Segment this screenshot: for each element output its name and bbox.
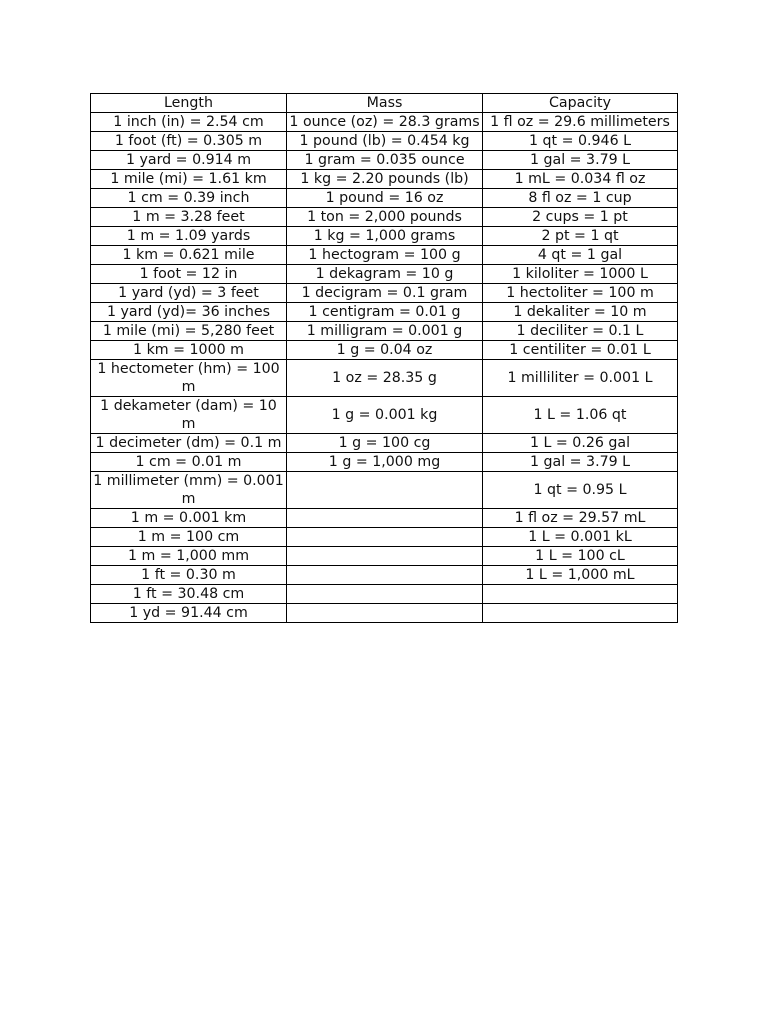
table-row bbox=[91, 528, 678, 547]
table-cell-capacity: 1 centiliter = 0.01 L bbox=[483, 341, 678, 360]
table-row bbox=[91, 585, 678, 604]
header-length: Length bbox=[91, 94, 287, 113]
table-cell-mass: 1 pound = 16 oz bbox=[287, 189, 483, 208]
table-cell-length: 1 m = 1.09 yards bbox=[91, 227, 287, 246]
table-row bbox=[91, 170, 678, 189]
table-cell-length: 1 foot (ft) = 0.305 m bbox=[91, 132, 287, 151]
header-mass: Mass bbox=[287, 94, 483, 113]
table-cell-mass: 1 kg = 1,000 grams bbox=[287, 227, 483, 246]
table-row bbox=[91, 547, 678, 566]
table-cell-capacity: 1 kiloliter = 1000 L bbox=[483, 265, 678, 284]
table-cell-mass: 1 dekagram = 10 g bbox=[287, 265, 483, 284]
table-cell-length: 1 km = 1000 m bbox=[91, 341, 287, 360]
table-cell-mass: 1 pound (lb) = 0.454 kg bbox=[287, 132, 483, 151]
table-cell-length: 1 km = 0.621 mile bbox=[91, 246, 287, 265]
table-cell-capacity: 2 cups = 1 pt bbox=[483, 208, 678, 227]
table-cell-capacity: 4 qt = 1 gal bbox=[483, 246, 678, 265]
table-row bbox=[91, 246, 678, 265]
table-cell-mass: 1 ton = 2,000 pounds bbox=[287, 208, 483, 227]
table-cell-capacity: 1 L = 1.06 qt bbox=[483, 397, 678, 434]
table-cell-length: 1 m = 0.001 km bbox=[91, 509, 287, 528]
table-cell-capacity: 1 qt = 0.946 L bbox=[483, 132, 678, 151]
table-row bbox=[91, 284, 678, 303]
table-cell-mass: 1 g = 1,000 mg bbox=[287, 453, 483, 472]
table-row bbox=[91, 360, 678, 397]
table-cell-length: 1 m = 100 cm bbox=[91, 528, 287, 547]
table-cell-capacity: 1 L = 0.001 kL bbox=[483, 528, 678, 547]
table-cell-length: 1 ft = 0.30 m bbox=[91, 566, 287, 585]
table-cell-mass bbox=[287, 509, 483, 528]
table-row bbox=[91, 322, 678, 341]
table-cell-capacity: 1 gal = 3.79 L bbox=[483, 453, 678, 472]
table-cell-mass: 1 oz = 28.35 g bbox=[287, 360, 483, 397]
table-cell-capacity: 1 mL = 0.034 fl oz bbox=[483, 170, 678, 189]
table-cell-mass bbox=[287, 472, 483, 509]
table-cell-capacity: 1 L = 1,000 mL bbox=[483, 566, 678, 585]
table-cell-length: 1 ft = 30.48 cm bbox=[91, 585, 287, 604]
table-cell-mass bbox=[287, 585, 483, 604]
table-cell-mass: 1 ounce (oz) = 28.3 grams bbox=[287, 113, 483, 132]
table-cell-mass: 1 g = 100 cg bbox=[287, 434, 483, 453]
table-cell-length: 1 yard = 0.914 m bbox=[91, 151, 287, 170]
table-row bbox=[91, 472, 678, 509]
table-cell-length: 1 m = 1,000 mm bbox=[91, 547, 287, 566]
table-cell-capacity: 1 hectoliter = 100 m bbox=[483, 284, 678, 303]
table-cell-length: 1 millimeter (mm) = 0.001 m bbox=[91, 472, 287, 509]
table-cell-capacity: 1 qt = 0.95 L bbox=[483, 472, 678, 509]
table-cell-capacity: 1 gal = 3.79 L bbox=[483, 151, 678, 170]
table-row bbox=[91, 341, 678, 360]
table-cell-capacity: 1 L = 0.26 gal bbox=[483, 434, 678, 453]
table-row bbox=[91, 397, 678, 434]
table-row bbox=[91, 208, 678, 227]
table-row bbox=[91, 151, 678, 170]
unit-conversion-table bbox=[90, 93, 678, 623]
table-cell-capacity: 8 fl oz = 1 cup bbox=[483, 189, 678, 208]
table-row bbox=[91, 227, 678, 246]
table-row bbox=[91, 434, 678, 453]
table-cell-capacity: 1 fl oz = 29.57 mL bbox=[483, 509, 678, 528]
table-cell-mass: 1 centigram = 0.01 g bbox=[287, 303, 483, 322]
table-cell-capacity: 1 fl oz = 29.6 millimeters bbox=[483, 113, 678, 132]
table-header-row bbox=[91, 94, 678, 113]
table-row bbox=[91, 604, 678, 623]
table-cell-length: 1 mile (mi) = 1.61 km bbox=[91, 170, 287, 189]
table-row bbox=[91, 132, 678, 151]
table-row bbox=[91, 265, 678, 284]
table-cell-length: 1 foot = 12 in bbox=[91, 265, 287, 284]
table-body bbox=[91, 113, 678, 623]
table-cell-mass: 1 kg = 2.20 pounds (lb) bbox=[287, 170, 483, 189]
table-cell-length: 1 dekameter (dam) = 10 m bbox=[91, 397, 287, 434]
table-cell-mass: 1 g = 0.001 kg bbox=[287, 397, 483, 434]
table-cell-mass bbox=[287, 547, 483, 566]
table-cell-capacity: 1 deciliter = 0.1 L bbox=[483, 322, 678, 341]
table-cell-length: 1 mile (mi) = 5,280 feet bbox=[91, 322, 287, 341]
table-cell-length: 1 m = 3.28 feet bbox=[91, 208, 287, 227]
table-row bbox=[91, 303, 678, 322]
table-row bbox=[91, 113, 678, 132]
table-row bbox=[91, 189, 678, 208]
table-cell-capacity bbox=[483, 604, 678, 623]
table-cell-mass bbox=[287, 604, 483, 623]
table-cell-length: 1 yard (yd) = 3 feet bbox=[91, 284, 287, 303]
table-cell-length: 1 yard (yd)= 36 inches bbox=[91, 303, 287, 322]
table-cell-mass bbox=[287, 528, 483, 547]
table-cell-length: 1 decimeter (dm) = 0.1 m bbox=[91, 434, 287, 453]
table-cell-length: 1 hectometer (hm) = 100 m bbox=[91, 360, 287, 397]
table-cell-mass bbox=[287, 566, 483, 585]
table-cell-length: 1 cm = 0.39 inch bbox=[91, 189, 287, 208]
table-cell-length: 1 inch (in) = 2.54 cm bbox=[91, 113, 287, 132]
table-cell-capacity: 1 L = 100 cL bbox=[483, 547, 678, 566]
table-cell-length: 1 yd = 91.44 cm bbox=[91, 604, 287, 623]
table-row bbox=[91, 453, 678, 472]
table-cell-mass: 1 gram = 0.035 ounce bbox=[287, 151, 483, 170]
table-row bbox=[91, 566, 678, 585]
table-cell-mass: 1 milligram = 0.001 g bbox=[287, 322, 483, 341]
table-cell-mass: 1 g = 0.04 oz bbox=[287, 341, 483, 360]
header-capacity: Capacity bbox=[483, 94, 678, 113]
table-row bbox=[91, 509, 678, 528]
table-cell-capacity: 1 milliliter = 0.001 L bbox=[483, 360, 678, 397]
table-cell-capacity bbox=[483, 585, 678, 604]
table-cell-capacity: 1 dekaliter = 10 m bbox=[483, 303, 678, 322]
table-cell-length: 1 cm = 0.01 m bbox=[91, 453, 287, 472]
table-cell-mass: 1 hectogram = 100 g bbox=[287, 246, 483, 265]
table-cell-capacity: 2 pt = 1 qt bbox=[483, 227, 678, 246]
table-cell-mass: 1 decigram = 0.1 gram bbox=[287, 284, 483, 303]
